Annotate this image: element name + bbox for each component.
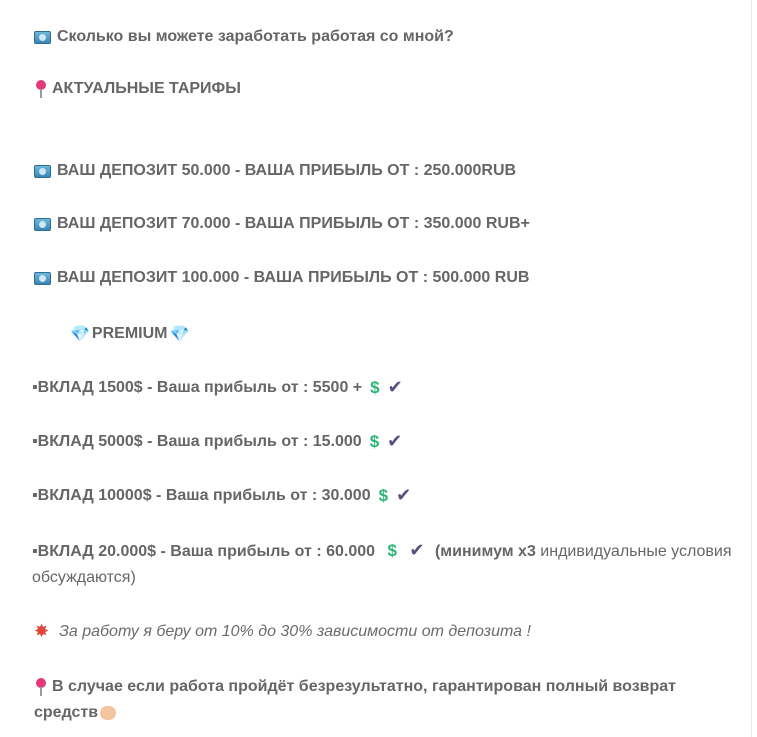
- guarantee-line: [34, 674, 734, 726]
- pushpin-icon: [34, 80, 48, 98]
- tariffs-title-line: [34, 80, 241, 98]
- guarantee-text: В случае если работа пройдёт безрезультатно, гарантирован полный возврат средств: [34, 678, 676, 721]
- premium-label-line: [68, 324, 191, 344]
- gem-icon: 💎: [169, 326, 190, 343]
- money-bill-icon: [34, 272, 51, 285]
- premium-note-bold: (минимум х3: [434, 543, 536, 560]
- premium-note-rest: индивидуальные условия обсуждаются): [32, 543, 732, 586]
- money-bill-icon: [34, 165, 51, 178]
- premium-item: [32, 377, 403, 398]
- collision-icon: ✸: [34, 621, 50, 641]
- premium-item-text: ▪ВКЛАД 5000$ - Ваша прибыль от : 15.000: [32, 432, 362, 450]
- premium-item: [32, 537, 732, 591]
- deposit-text: ВАШ ДЕПОЗИТ 100.000 - ВАША ПРИБЫЛЬ ОТ : 500.000 RUB: [57, 269, 530, 286]
- checkmark-icon: ✔: [387, 377, 403, 397]
- heading-text: Сколько вы можете заработать работая со мной?: [57, 28, 454, 45]
- commission-line: [34, 621, 531, 642]
- money-bill-icon: [34, 218, 51, 231]
- premium-item-text: ▪ВКЛАД 1500$ - Ваша прибыль от : 5500 +: [32, 378, 363, 396]
- checkmark-icon: ✔: [409, 540, 425, 560]
- heading-line: [34, 28, 454, 46]
- premium-label: PREMIUM: [91, 325, 168, 342]
- premium-item: [32, 485, 411, 506]
- dollar-sign-icon: $: [378, 485, 389, 505]
- premium-item: [32, 431, 402, 452]
- money-bill-icon: [34, 31, 51, 44]
- checkmark-icon: ✔: [396, 485, 412, 505]
- premium-item-text: ▪ВКЛАД 10000$ - Ваша прибыль от : 30.000: [32, 486, 371, 504]
- dollar-sign-icon: $: [369, 431, 380, 451]
- pushpin-icon: [34, 678, 48, 696]
- deposit-text: ВАШ ДЕПОЗИТ 70.000 - ВАША ПРИБЫЛЬ ОТ : 350.000 RUB+: [57, 215, 530, 232]
- deposit-text: ВАШ ДЕПОЗИТ 50.000 - ВАША ПРИБЫЛЬ ОТ : 250.000RUB: [57, 162, 517, 179]
- checkmark-icon: ✔: [387, 431, 403, 451]
- tariffs-title: АКТУАЛЬНЫЕ ТАРИФЫ: [52, 80, 241, 97]
- handshake-icon: [100, 706, 116, 720]
- dollar-sign-icon: $: [387, 541, 397, 560]
- deposit-line: [34, 269, 529, 287]
- commission-text: За работу я беру от 10% до 30% зависимости от депозита !: [59, 622, 531, 640]
- premium-item-text: ▪ВКЛАД 20.000$ - Ваша прибыль от : 60.000: [32, 543, 376, 560]
- gem-icon: 💎: [70, 326, 90, 343]
- dollar-sign-icon: $: [370, 377, 380, 397]
- deposit-line: [34, 162, 516, 180]
- deposit-line: [34, 215, 530, 233]
